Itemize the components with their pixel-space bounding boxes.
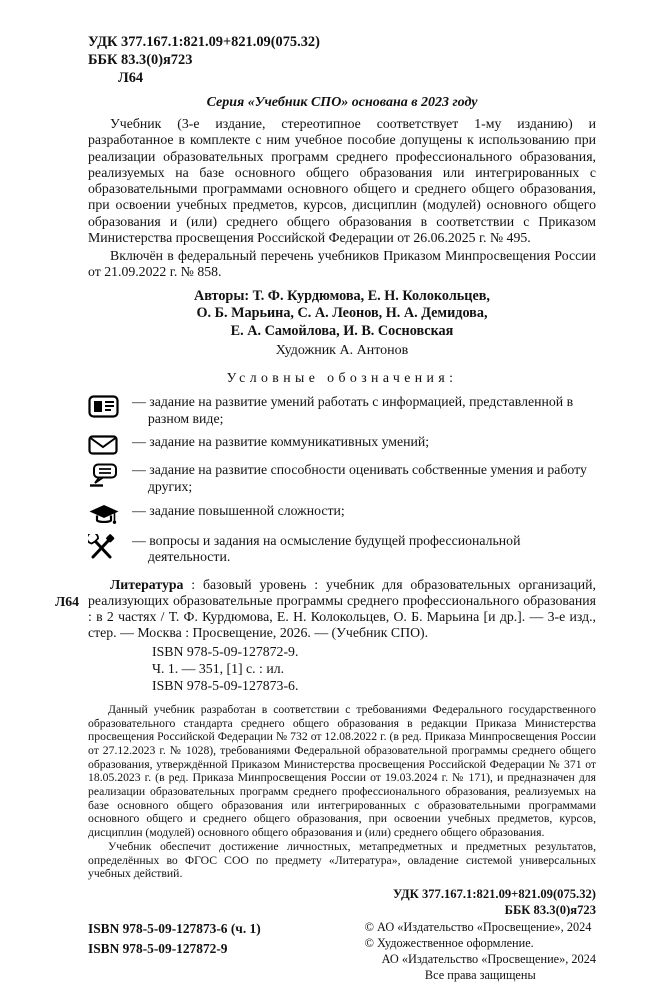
artist-line: Художник А. Антонов (275, 342, 409, 358)
authors-line-1: Авторы: Т. Ф. Курдюмова, Е. Н. Колокольцев, (194, 287, 490, 304)
legend-item (88, 462, 596, 495)
legend-item (88, 394, 596, 427)
author-sign-code: Л64 (118, 69, 144, 86)
isbn-line-2: ISBN 978-5-09-127873-6. (152, 677, 299, 693)
info-media-icon (88, 394, 132, 418)
legend-item (88, 503, 596, 526)
legend-item-text: — вопросы и задания на осмысление будущей профессиональной деятельности. (132, 532, 521, 565)
authors-line-2: О. Б. Марьина, С. А. Леонов, Н. А. Демидова, (196, 305, 488, 322)
standards-paragraph: Данный учебник разработан в соответствии с требованиями Федерального государственного образовательного стандарта среднего общего образования в редакции Приказа Министерства просвещения Российской Федерации № 732 от 12.08.2022 г. (в ред. Приказа Минпросвещения России от 27.12.2023 г. № 1028), требованиями Федеральной образовательной программы среднего общего образования, утверждённой Приказом Министерства просвещения Российской Федерации № 371 от 18.05.2023 г. (в ред. Приказа Минпросвещения России от 19.03.2024 г. № 171), и предназначен для реализации образовательных программ среднего профессионального образования, реализуемых на базе основного общего образования или интегрированных с образовательными программами основного общего и среднего общего образования, при освоении учебных предметов, курсов, дисциплин (модулей) основного общего образования и (или) среднего общего образования. (88, 702, 596, 840)
classification-right-block (88, 886, 596, 919)
legend-item-text: — задание на развитие коммуникативных умений; (132, 434, 430, 450)
part-line: Ч. 1. — 351, [1] с. : ил. (152, 660, 285, 676)
approval-paragraph: Учебник (3-е издание, стереотипное соответствует 1-му изданию) и разработанное в комплекте с ним учебное пособие допущены к использованию при реализации образовательных программ среднего профессионального образования, реализуемых на базе основного общего образования или интегрированных с образовательными программами основного общего и среднего общего образования, при освоении учебных предметов, курсов, дисциплин (модулей) основного общего образования и (или) среднего общего образования в соответствии с Приказом Министерства просвещения Российской Федерации от 26.06.2025 г. № 495. (88, 116, 596, 245)
evaluation-icon (88, 462, 132, 489)
classification-block (88, 34, 596, 88)
isbn-line-1: ISBN 978-5-09-127872-9. (152, 643, 299, 659)
footer-isbn-part: ISBN 978-5-09-127873-6 (ч. 1) (88, 920, 261, 936)
copyright-line-2: © Художественное оформление. (364, 935, 534, 950)
rights-line: Все права защищены (424, 968, 536, 983)
footer-copyright-block (365, 919, 596, 984)
margin-author-sign: Л64 (55, 593, 80, 609)
legend-item (88, 533, 596, 566)
copyright-line-1: © АО «Издательство «Просвещение», 2024 (364, 919, 592, 934)
federal-list-paragraph: Включён в федеральный перечень учебников Приказом Минпросвещения России от 21.09.2022 г. № 858. (88, 248, 596, 280)
bibliographic-entry (55, 576, 596, 698)
legend-item-text: — задание на развитие способности оценивать собственные умения и работу других; (132, 462, 587, 494)
bbk-code-bottom: ББК 83.3(0)я723 (504, 903, 596, 918)
udk-code-bottom: УДК 377.167.1:821.09+821.09(075.32) (393, 886, 596, 901)
authors-block (88, 288, 596, 341)
legend-item-text: — задание на развитие умений работать с информацией, представленной в разном виде; (132, 394, 574, 426)
communication-icon (88, 434, 132, 455)
biblio-paragraph (88, 577, 596, 642)
authors-line-3: Е. А. Самойлова, И. В. Сосновская (230, 322, 454, 339)
legend-title: Условные обозначения: (226, 370, 458, 386)
legend-item-text: — задание повышенной сложности; (132, 502, 345, 518)
legend-item (88, 434, 596, 455)
bbk-code: ББК 83.3(0)я723 (88, 51, 193, 68)
biblio-title: Литература (110, 576, 184, 592)
copyright-line-3: АО «Издательство «Просвещение», 2024 (381, 952, 596, 967)
results-paragraph: Учебник обеспечит достижение личностных, метапредметных и предметных результатов, определённых во ФГОС СОО по предмету «Литература», овладение системой универсальных учебных действий. (88, 839, 596, 881)
isbn-block (152, 643, 596, 694)
footer-isbn-full: ISBN 978-5-09-127872-9 (88, 941, 228, 957)
series-line: Серия «Учебник СПО» основана в 2023 году (206, 94, 478, 110)
footer-isbn-block (88, 919, 261, 961)
biblio-text: : базовый уровень : учебник для образовательных организаций, реализующих образовательные программы среднего профессионального образования : в 2 частях / Т. Ф. Курдюмова, Е. Н. Колокольцев, О. Б. Марьина [и др.]. — 3-е изд., стер. — Москва : Просвещение, 2026. — (Учебник СПО). (88, 576, 596, 641)
tools-icon (88, 533, 132, 560)
imprint-footer (88, 919, 596, 984)
graduation-cap-icon (88, 503, 132, 526)
small-print-block (88, 703, 596, 881)
udk-code: УДК 377.167.1:821.09+821.09(075.32) (88, 34, 320, 50)
